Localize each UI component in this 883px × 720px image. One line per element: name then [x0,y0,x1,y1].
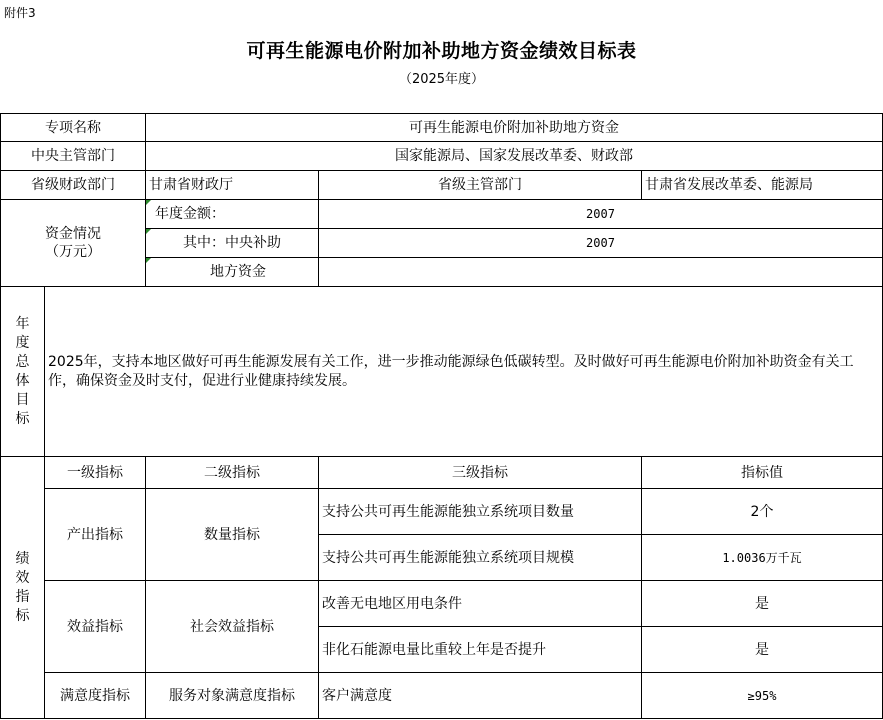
row-annual-goal [1,287,883,457]
comment-marker [146,200,151,205]
funds-unit: （万元） [45,244,101,260]
performance-target-table [0,113,883,719]
funds-local-label: 地方资金 [210,264,266,280]
provincial-dept-value: 甘肃省发展改革委、能源局 [642,171,883,200]
special-item-value: 可再生能源电价附加补助地方资金 [146,114,883,142]
central-dept-value: 国家能源局、国家发展改革委、财政部 [146,142,883,171]
provincial-dept-label: 省级主管部门 [319,171,642,200]
year-label: （2025年度） [398,72,485,87]
header-value: 指标值 [642,457,883,489]
provincial-finance-value: 甘肃省财政厅 [146,171,319,200]
level3-cell: 改善无电地区用电条件 [319,581,642,627]
provincial-finance-label: 省级财政部门 [1,171,146,200]
funds-annual-label-cell [146,200,319,229]
annual-goal-label-text: 年度总体目标 [15,315,30,427]
annual-goal-label [1,287,45,457]
level1-output: 产出指标 [45,489,146,581]
level1-satisfaction: 满意度指标 [45,673,146,719]
level3-cell: 客户满意度 [319,673,642,719]
page-title: 可再生能源电价附加补助地方资金绩效目标表 [246,40,637,62]
level2-social-benefit: 社会效益指标 [146,581,319,673]
performance-label [1,457,45,719]
funds-annual-value: 2007 [319,200,883,229]
funds-label: 资金情况 [45,226,101,242]
level3-cell: 非化石能源电量比重较上年是否提升 [319,627,642,673]
level2-service-satisfaction: 服务对象满意度指标 [146,673,319,719]
comment-marker [146,229,151,234]
central-dept-label: 中央主管部门 [1,142,146,171]
value-cell: 2个 [642,489,883,535]
header-level3: 三级指标 [319,457,642,489]
row-provincial [1,171,883,200]
funds-central-label-cell [146,229,319,258]
row-central-dept [1,142,883,171]
comment-marker [146,258,151,263]
value-cell: 1.0036万千瓦 [642,535,883,581]
funds-local-label-cell [146,258,319,287]
annual-goal-text: 2025年，支持本地区做好可再生能源发展有关工作，进一步推动能源绿色低碳转型。及时做好可再生能源电价附加补助资金有关工作，确保资金及时支付，促进行业健康持续发展。 [45,287,883,457]
attachment-label: 附件3 [4,6,36,20]
level1-benefit: 效益指标 [45,581,146,673]
header-level1: 一级指标 [45,457,146,489]
funds-annual-label: 年度金额： [155,206,225,222]
header-level2: 二级指标 [146,457,319,489]
value-cell: 是 [642,581,883,627]
table-row [1,581,883,627]
row-funds-annual [1,200,883,229]
row-special-item [1,114,883,142]
value-cell: 是 [642,627,883,673]
table-row [1,489,883,535]
funds-central-label: 其中：中央补助 [183,235,281,251]
performance-label-text: 绩效指标 [15,550,30,624]
value-cell: ≥95% [642,673,883,719]
funds-label-cell [1,200,146,287]
funds-local-value [319,258,883,287]
level3-cell: 支持公共可再生能源能独立系统项目规模 [319,535,642,581]
funds-central-value: 2007 [319,229,883,258]
level3-cell: 支持公共可再生能源能独立系统项目数量 [319,489,642,535]
table-row [1,673,883,719]
special-item-label: 专项名称 [1,114,146,142]
row-perf-headers [1,457,883,489]
level2-quantity: 数量指标 [146,489,319,581]
